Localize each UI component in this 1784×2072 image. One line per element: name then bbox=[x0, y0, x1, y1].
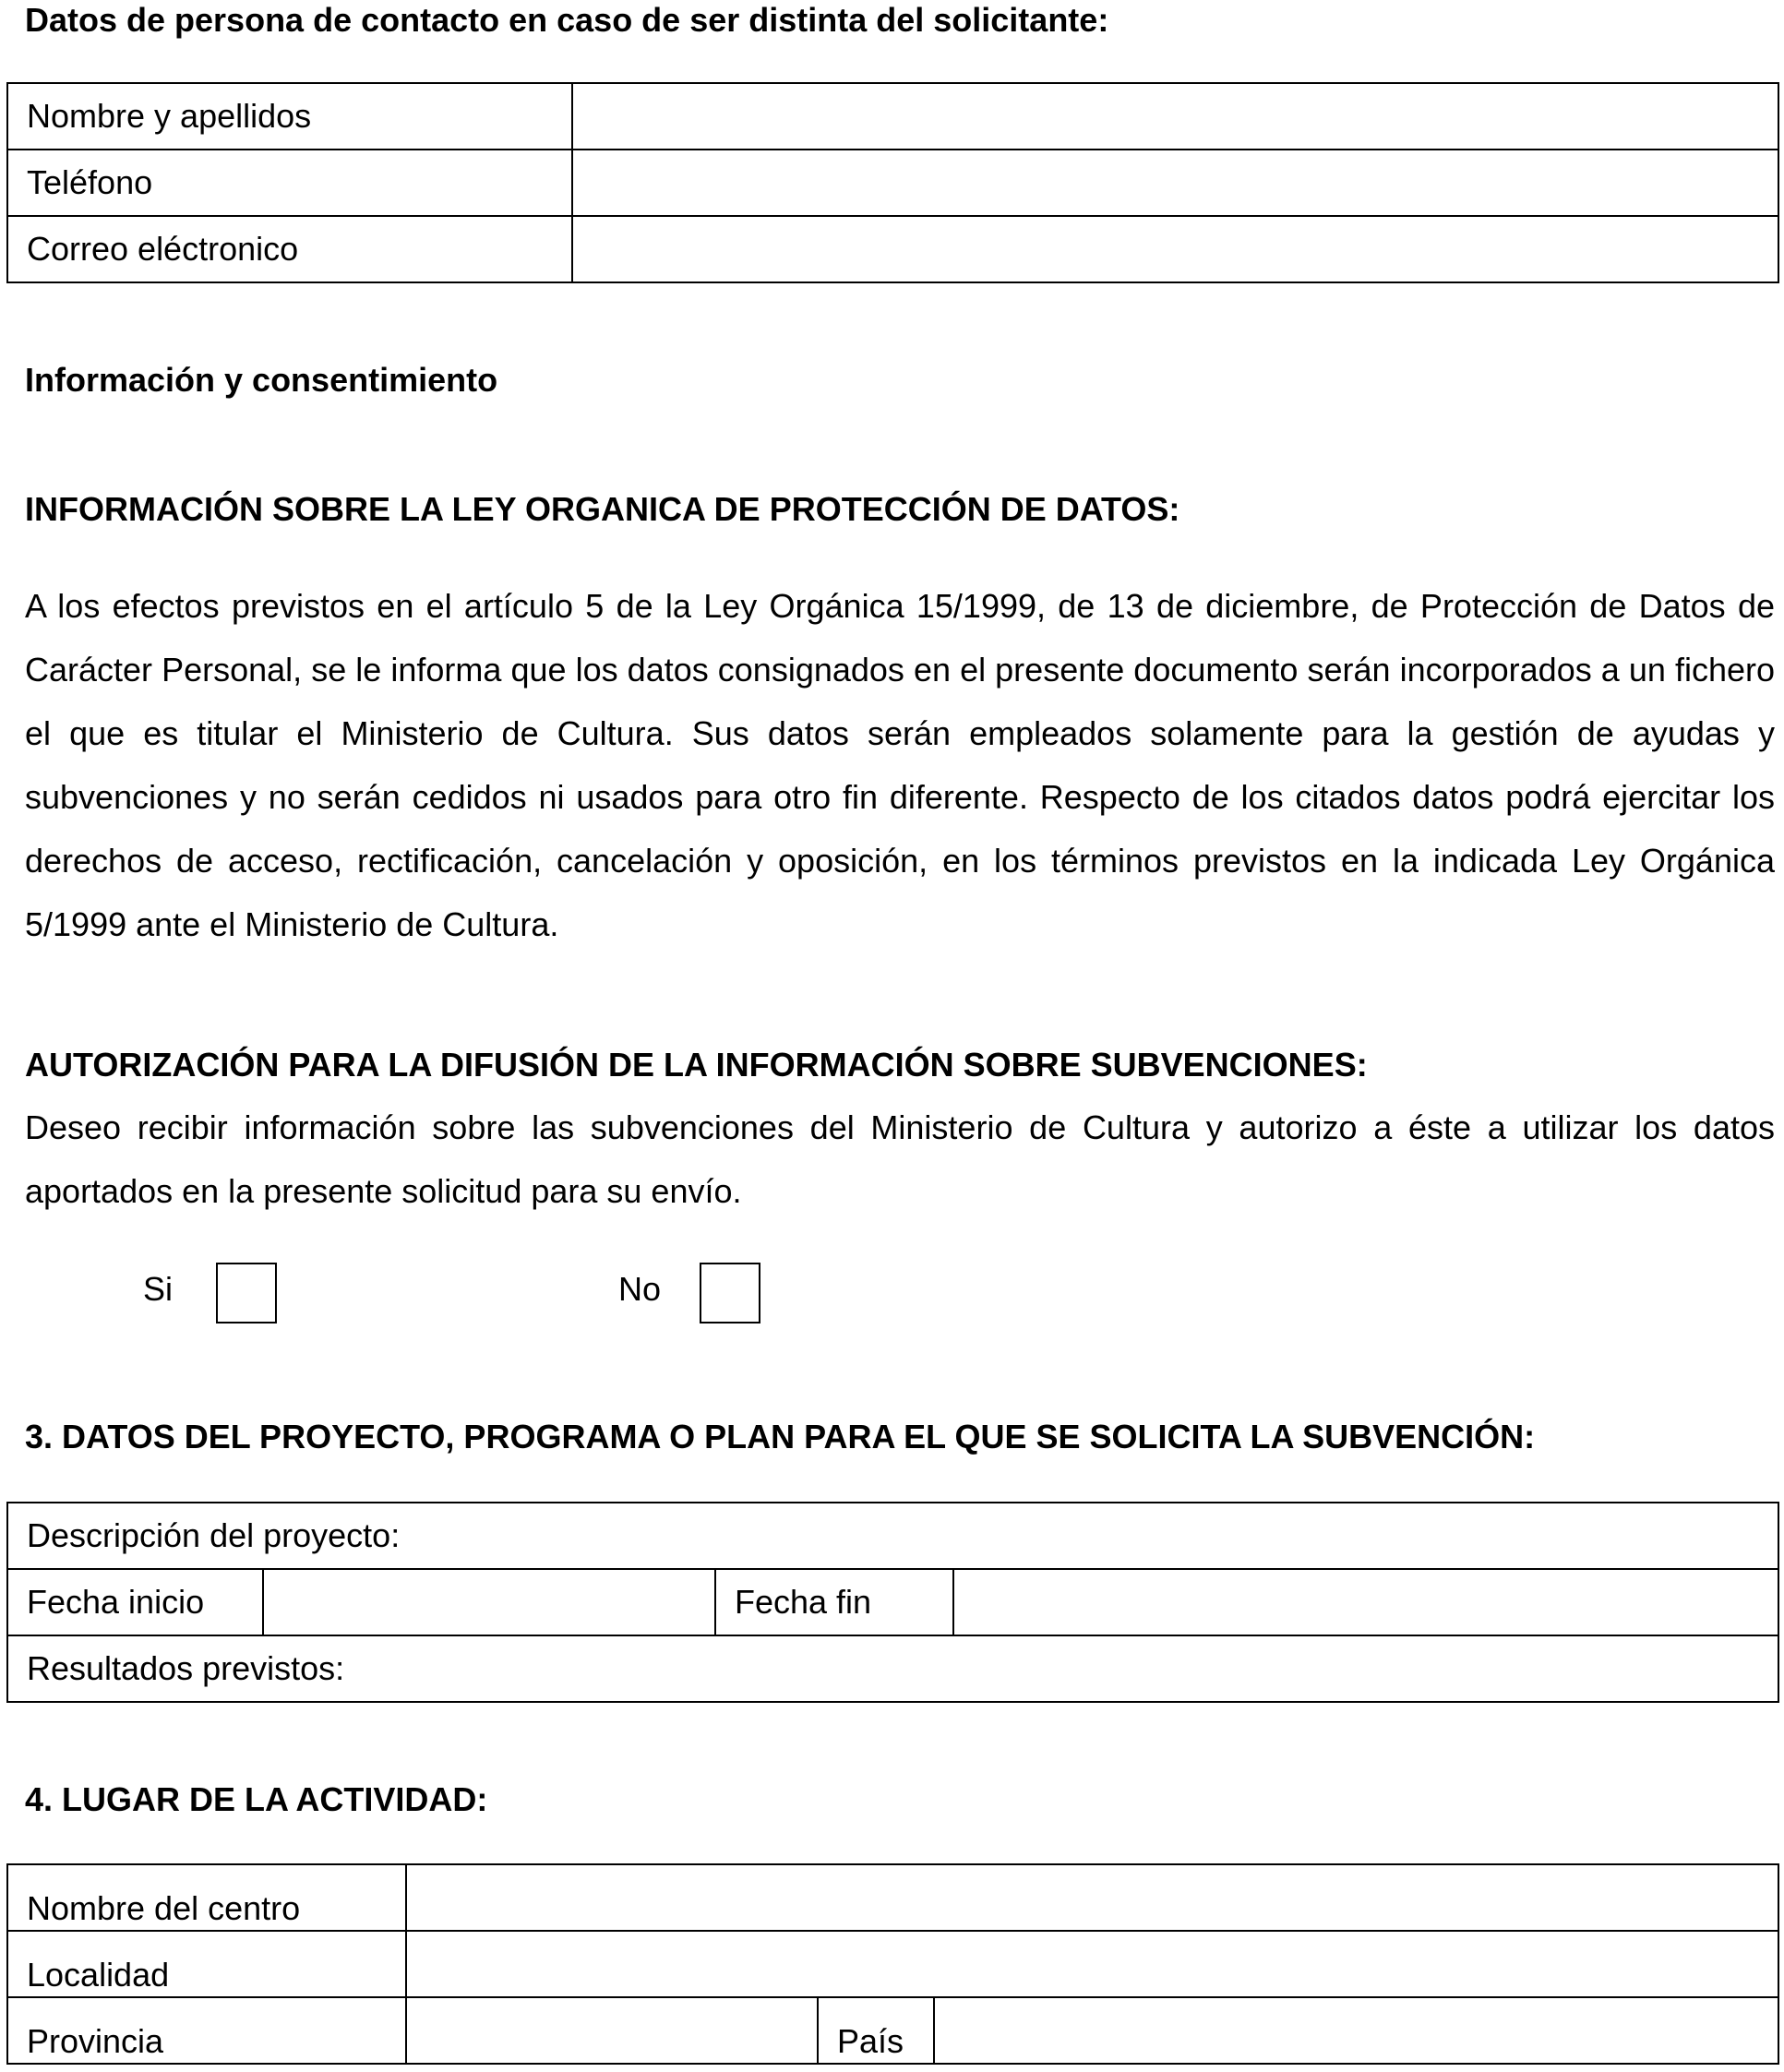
center-name-field[interactable] bbox=[406, 1864, 1778, 1931]
table-row bbox=[7, 83, 1778, 150]
project-description-field[interactable]: Descripción del proyecto: bbox=[7, 1503, 1778, 1569]
province-field[interactable] bbox=[406, 1997, 818, 2064]
lopd-title: INFORMACIÓN SOBRE LA LEY ORGANICA DE PROTECCIÓN DE DATOS: bbox=[25, 490, 1180, 528]
auth-title: AUTORIZACIÓN PARA LA DIFUSIÓN DE LA INFORMACIÓN SOBRE SUBVENCIONES: bbox=[25, 1046, 1368, 1084]
contact-email-label: Correo eléctronico bbox=[7, 216, 572, 282]
center-name-label: Nombre del centro bbox=[7, 1864, 406, 1931]
locality-field[interactable] bbox=[406, 1931, 1778, 1997]
contact-phone-field[interactable] bbox=[572, 150, 1778, 216]
contact-name-label: Nombre y apellidos bbox=[7, 83, 572, 150]
contact-table bbox=[6, 82, 1779, 283]
table-row bbox=[7, 1864, 1778, 1931]
end-date-field[interactable] bbox=[953, 1569, 1778, 1635]
province-label: Provincia bbox=[7, 1997, 406, 2064]
project-section-title: 3. DATOS DEL PROYECTO, PROGRAMA O PLAN PARA EL QUE SE SOLICITA LA SUBVENCIÓN: bbox=[25, 1418, 1536, 1455]
yes-label: Si bbox=[143, 1270, 174, 1308]
table-row bbox=[7, 1503, 1778, 1569]
contact-section-title: Datos de persona de contacto en caso de ser distinta del solicitante: bbox=[25, 1, 1109, 39]
project-table bbox=[6, 1502, 1779, 1703]
no-label: No bbox=[618, 1270, 662, 1308]
contact-phone-label: Teléfono bbox=[7, 150, 572, 216]
start-date-field[interactable] bbox=[263, 1569, 715, 1635]
yes-checkbox[interactable] bbox=[216, 1263, 277, 1323]
no-checkbox[interactable] bbox=[700, 1263, 760, 1323]
expected-results-field[interactable]: Resultados previstos: bbox=[7, 1635, 1778, 1702]
table-row bbox=[7, 150, 1778, 216]
locality-label: Localidad bbox=[7, 1931, 406, 1997]
country-label: País bbox=[818, 1997, 934, 2064]
table-row bbox=[7, 1569, 1778, 1635]
lopd-text: A los efectos previstos en el artículo 5 de la Ley Orgánica 15/1999, de 13 de diciembre, de Protección de Datos de Carácter Personal, se le informa que los datos consignados en el presente documento serán incorporados a un fichero el que es titular el Ministerio de Cultura. Sus datos serán empleados solamente para la gestión de ayudas y subvenciones y no serán cedidos ni usados para otro fin diferente. Respecto de los citados datos podrá ejercitar los derechos de acceso, rectificación, cancelación y oposición, en los términos previstos en la indicada Ley Orgánica 5/1999 ante el Ministerio de Cultura. bbox=[25, 587, 1775, 943]
table-row bbox=[7, 216, 1778, 282]
location-table bbox=[6, 1863, 1779, 2065]
contact-email-field[interactable] bbox=[572, 216, 1778, 282]
table-row bbox=[7, 1997, 1778, 2064]
table-row bbox=[7, 1931, 1778, 1997]
country-field[interactable] bbox=[934, 1997, 1778, 2064]
consent-title: Información y consentimiento bbox=[25, 361, 498, 399]
start-date-label: Fecha inicio bbox=[7, 1569, 263, 1635]
auth-text: Deseo recibir información sobre las subvenciones del Ministerio de Cultura y autorizo a éste a utilizar los datos aportados en la presente solicitud para su envío. bbox=[25, 1108, 1775, 1210]
end-date-label: Fecha fin bbox=[715, 1569, 953, 1635]
contact-name-field[interactable] bbox=[572, 83, 1778, 150]
table-row bbox=[7, 1635, 1778, 1702]
location-section-title: 4. LUGAR DE LA ACTIVIDAD: bbox=[25, 1780, 488, 1818]
